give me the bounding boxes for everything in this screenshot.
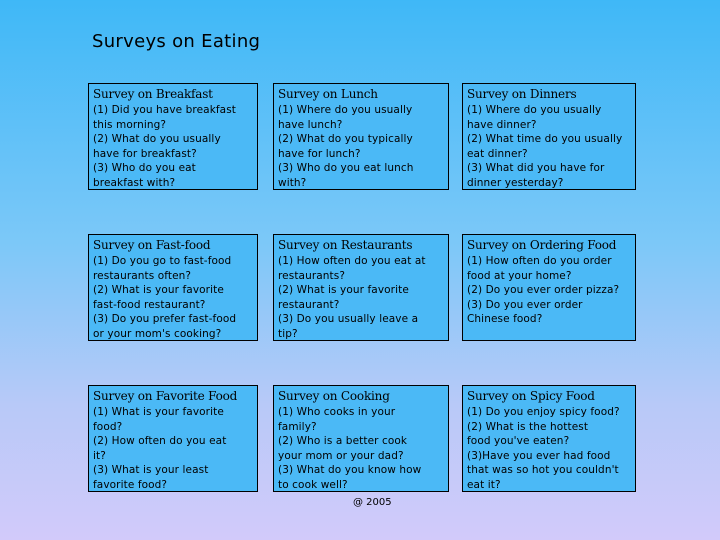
survey-card-title: Survey on Spicy Food xyxy=(467,389,595,403)
survey-questions xyxy=(93,405,254,492)
survey-question-line: food? xyxy=(93,420,123,433)
survey-question-line: or your mom's cooking? xyxy=(93,327,222,340)
survey-question-line: (2) Who is a better cook xyxy=(278,435,408,447)
survey-question-line: (2) What do you typically xyxy=(278,133,413,145)
survey-question-line: (1) What is your favorite xyxy=(93,406,224,418)
survey-card-favorite-food xyxy=(88,385,258,492)
survey-question-line: (1) How often do you order xyxy=(467,255,612,267)
survey-question-line: fast-food restaurant? xyxy=(93,298,206,311)
survey-question-line: (3) What did you have for xyxy=(467,162,605,174)
survey-question-line: it? xyxy=(93,449,106,462)
survey-question-line: (3) Do you prefer fast-food xyxy=(93,313,237,325)
survey-question-line: have lunch? xyxy=(278,118,343,131)
survey-question-line: eat dinner? xyxy=(467,147,528,160)
survey-questions xyxy=(467,254,632,327)
survey-card-title: Survey on Dinners xyxy=(467,87,577,101)
survey-questions xyxy=(93,254,254,341)
survey-questions xyxy=(467,405,632,492)
survey-card-spicy-food xyxy=(462,385,636,492)
survey-card-dinners xyxy=(462,83,636,190)
survey-question-line: favorite food? xyxy=(93,478,168,491)
survey-question-line: have for lunch? xyxy=(278,147,361,160)
survey-question-line: (1) Where do you usually xyxy=(278,104,413,116)
survey-card-title: Survey on Ordering Food xyxy=(467,238,617,252)
survey-question-line: your mom or your dad? xyxy=(278,449,404,462)
survey-question-line: (3) Do you ever order xyxy=(467,298,583,311)
survey-question-line: restaurants? xyxy=(278,269,345,282)
survey-question-line: Chinese food? xyxy=(467,313,543,325)
survey-question-line: eat it? xyxy=(467,478,501,491)
survey-question-line: (1) Did you have breakfast xyxy=(93,104,236,116)
survey-question-line: breakfast with? xyxy=(93,176,176,189)
survey-question-line: have dinner? xyxy=(467,118,537,131)
survey-card-title: Survey on Cooking xyxy=(278,389,390,403)
survey-question-line: (3) What do you know how xyxy=(278,464,422,476)
copyright-footer: @ 2005 xyxy=(353,497,392,508)
survey-card-lunch xyxy=(273,83,449,190)
survey-question-line: that was so hot you couldn't xyxy=(467,464,619,476)
survey-question-line: (3) Do you usually leave a xyxy=(278,313,419,325)
survey-card-title: Survey on Lunch xyxy=(278,87,378,101)
survey-question-line: food at your home? xyxy=(467,269,572,282)
survey-question-line: family? xyxy=(278,420,317,433)
survey-question-line: to cook well? xyxy=(278,478,348,491)
survey-questions xyxy=(93,103,254,190)
survey-card-title: Survey on Fast-food xyxy=(93,238,211,252)
survey-question-line: (1) Do you go to fast-food xyxy=(93,255,232,267)
survey-card-restaurants xyxy=(273,234,449,341)
survey-question-line: (2) What time do you usually xyxy=(467,133,623,145)
survey-question-line: (2) What is your favorite xyxy=(278,284,409,296)
survey-question-line: (3)Have you ever had food xyxy=(467,449,611,462)
survey-question-line: (2) How often do you eat xyxy=(93,435,227,447)
survey-card-ordering-food xyxy=(462,234,636,341)
survey-card-title: Survey on Favorite Food xyxy=(93,389,238,403)
survey-question-line: (2) What is your favorite xyxy=(93,284,224,296)
survey-questions xyxy=(278,103,445,190)
survey-question-line: restaurant? xyxy=(278,298,340,311)
survey-question-line: (1) How often do you eat at xyxy=(278,255,426,267)
survey-question-line: (3) Who do you eat xyxy=(93,162,196,174)
survey-question-line: food you've eaten? xyxy=(467,435,570,447)
survey-card-title: Survey on Breakfast xyxy=(93,87,213,101)
survey-question-line: (2) Do you ever order pizza? xyxy=(467,284,620,296)
survey-question-line: (1) Do you enjoy spicy food? xyxy=(467,406,620,418)
survey-card-title: Survey on Restaurants xyxy=(278,238,413,252)
survey-question-line: (2) What is the hottest xyxy=(467,420,589,433)
survey-question-line: restaurants often? xyxy=(93,269,192,282)
survey-question-line: this morning? xyxy=(93,118,167,131)
survey-question-line: with? xyxy=(278,176,307,189)
survey-question-line: (1) Where do you usually xyxy=(467,104,602,116)
survey-questions xyxy=(467,103,632,190)
survey-question-line: (3) What is your least xyxy=(93,464,209,476)
survey-card-fast-food xyxy=(88,234,258,341)
survey-card-breakfast xyxy=(88,83,258,190)
survey-questions xyxy=(278,254,445,341)
survey-question-line: dinner yesterday? xyxy=(467,176,564,189)
slide-title: Surveys on Eating xyxy=(92,31,261,52)
survey-questions xyxy=(278,405,445,492)
survey-card-cooking xyxy=(273,385,449,492)
survey-question-line: tip? xyxy=(278,327,298,340)
survey-question-line: (3) Who do you eat lunch xyxy=(278,162,414,174)
survey-question-line: (2) What do you usually xyxy=(93,133,221,145)
survey-question-line: have for breakfast? xyxy=(93,147,197,160)
survey-question-line: (1) Who cooks in your xyxy=(278,406,396,418)
